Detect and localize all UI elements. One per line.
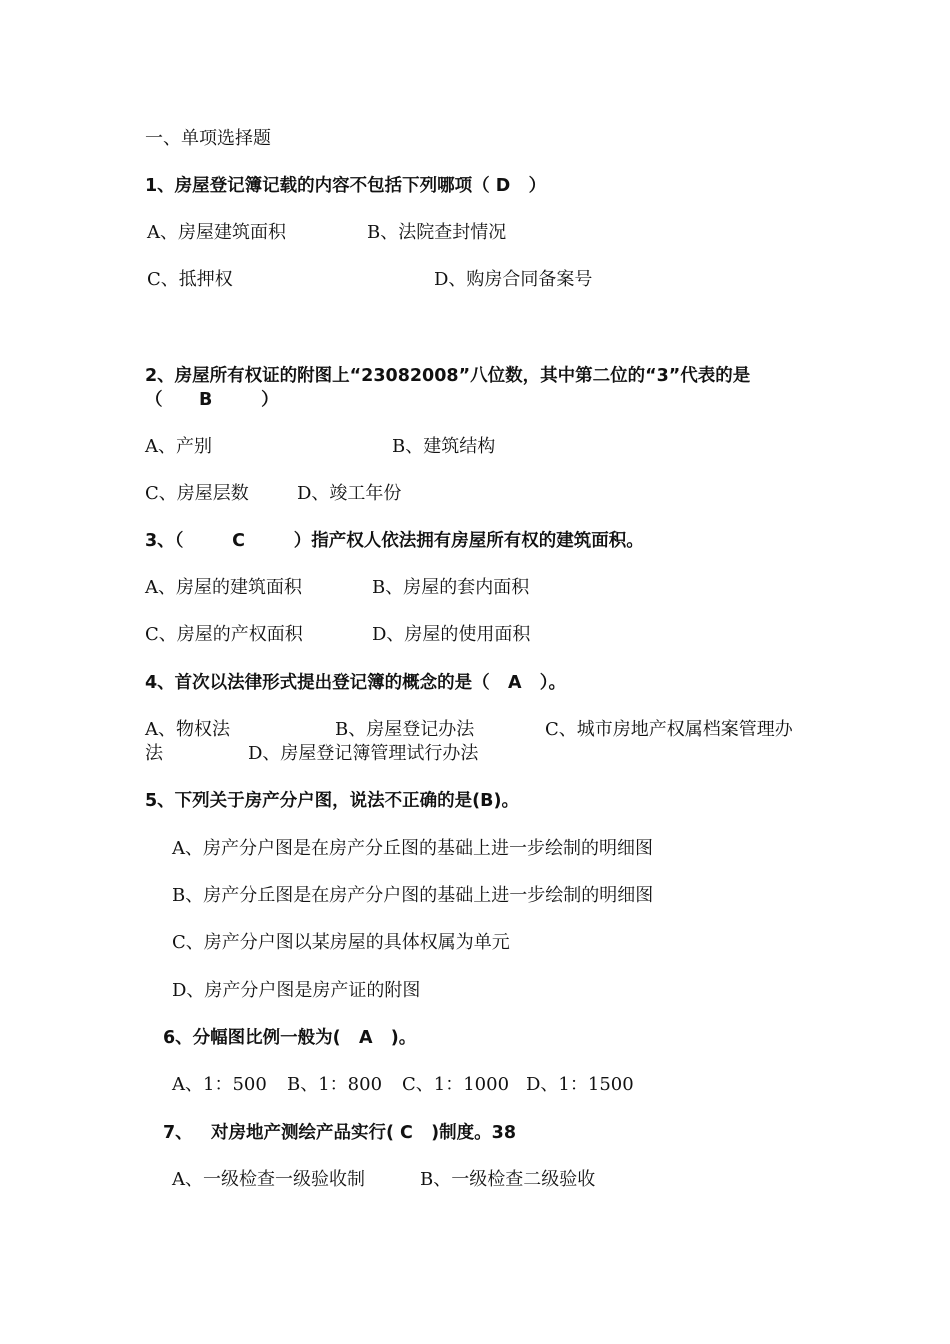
question-3-option-a: A、房屋的建筑面积 [145, 577, 302, 598]
question-6-option-b: B、1：800 [287, 1074, 383, 1095]
question-2-option-d: D、竣工年份 [297, 483, 402, 504]
section-title: 一、单项选择题 [145, 128, 271, 149]
question-1-option-d: D、购房合同备案号 [434, 269, 593, 290]
question-7-option-b: B、一级检查二级验收 [420, 1169, 596, 1190]
question-7-option-a: A、一级检查一级验收制 [172, 1169, 365, 1190]
question-5-option-c: C、房产分户图以某房屋的具体权属为单元 [172, 932, 510, 953]
question-1-option-a: A、房屋建筑面积 [147, 222, 286, 243]
question-1-stem: 1、房屋登记簿记载的内容不包括下列哪项（ D ） [145, 176, 547, 196]
question-4-option-c-wrap: 法 [145, 743, 163, 764]
question-6-option-a: A、1：500 [172, 1074, 267, 1095]
question-5-option-b: B、房产分丘图是在房产分户图的基础上进一步绘制的明细图 [172, 885, 654, 906]
question-1-option-b: B、法院查封情况 [367, 222, 507, 243]
question-7-stem: 7、 对房地产测绘产品实行( C )制度。38 [163, 1123, 517, 1143]
question-6-option-c: C、1：1000 [402, 1074, 510, 1095]
question-4-option-b: B、房屋登记办法 [335, 719, 475, 740]
question-4-option-a: A、物权法 [145, 719, 230, 740]
question-2-option-b: B、建筑结构 [392, 436, 496, 457]
question-3-stem: 3、（ C ）指产权人依法拥有房屋所有权的建筑面积。 [145, 531, 644, 551]
question-4-option-d: D、房屋登记簿管理试行办法 [248, 743, 479, 764]
question-6-option-d: D、1：1500 [526, 1074, 634, 1095]
question-2-stem-continued: （ B ） [145, 390, 279, 410]
question-2-stem: 2、房屋所有权证的附图上“23082008”八位数，其中第二位的“3”代表的是 [145, 366, 751, 386]
question-3-option-d: D、房屋的使用面积 [372, 624, 531, 645]
question-5-option-a: A、房产分户图是在房产分丘图的基础上进一步绘制的明细图 [172, 838, 653, 859]
question-1-option-c: C、抵押权 [147, 269, 233, 290]
question-3-option-c: C、房屋的产权面积 [145, 624, 303, 645]
question-4-stem: 4、首次以法律形式提出登记簿的概念的是（ A ）。 [145, 673, 567, 693]
question-3-option-b: B、房屋的套内面积 [372, 577, 530, 598]
question-5-stem: 5、下列关于房产分户图，说法不正确的是(B)。 [145, 791, 520, 811]
question-2-option-a: A、产别 [145, 436, 212, 457]
question-4-option-c: C、城市房地产权属档案管理办 [545, 719, 793, 740]
question-6-stem: 6、分幅图比例一般为( A )。 [163, 1028, 417, 1048]
question-5-option-d: D、房产分户图是房产证的附图 [172, 980, 421, 1001]
question-2-option-c: C、房屋层数 [145, 483, 249, 504]
